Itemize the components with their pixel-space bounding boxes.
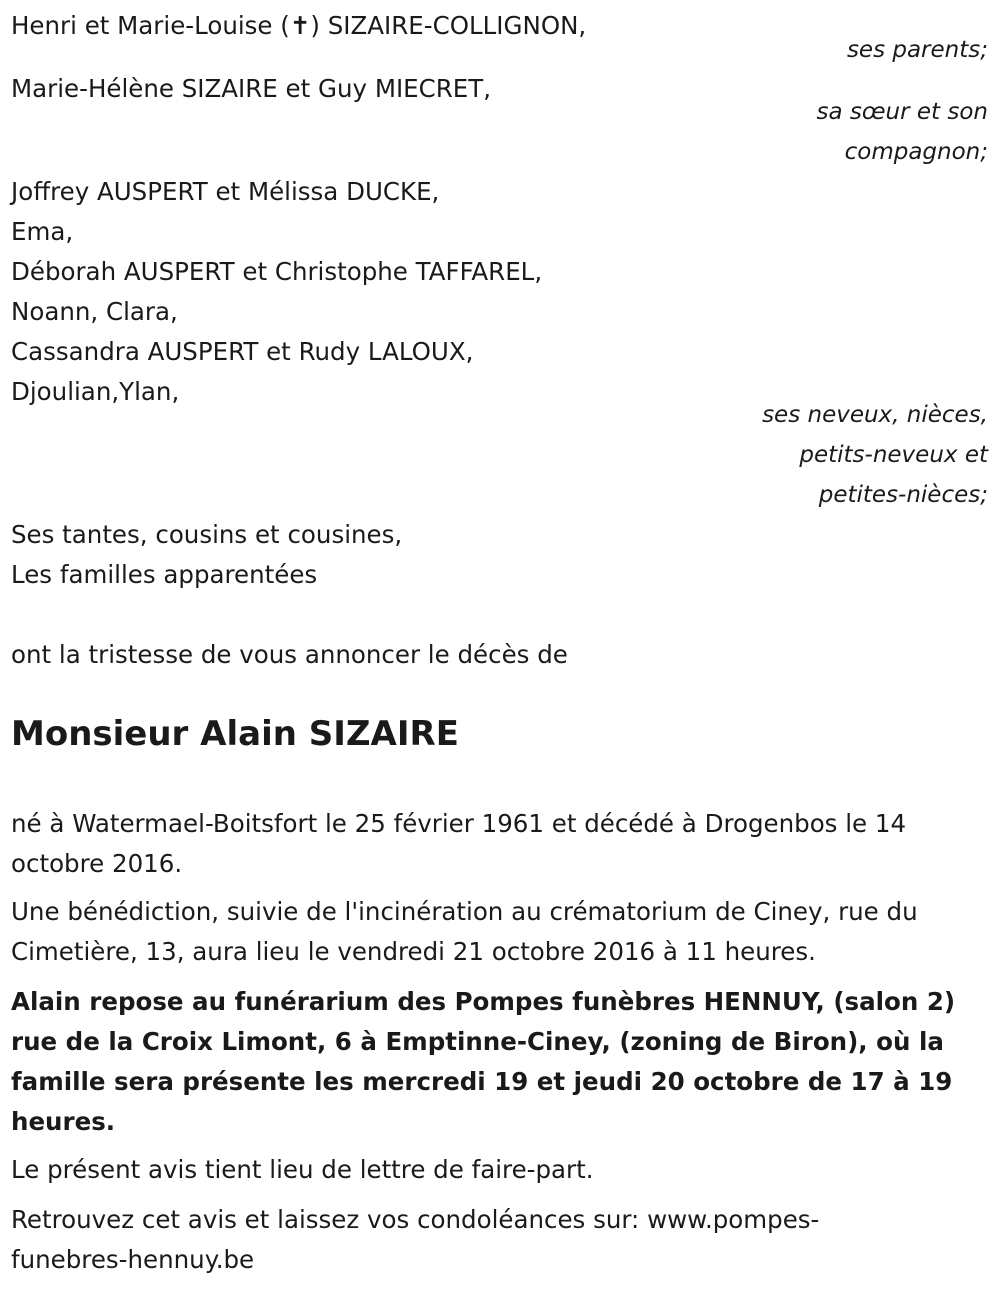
others-line-2: Les familles apparentées <box>11 560 318 589</box>
nephew-line-5: Cassandra AUSPERT et Rudy LALOUX, <box>11 337 474 366</box>
ceremony-paragraph: Une bénédiction, suivie de l'incinération au crématorium de Ciney, rue du Cimetière, 13, aura lieu le vendredi 21 octobre 2016 à 11 heures. <box>11 897 918 966</box>
nephews-role-line3: petites-nièces; <box>818 482 988 508</box>
deceased-name: Monsieur Alain SIZAIRE <box>11 714 459 754</box>
nephew-line-2: Ema, <box>11 217 74 246</box>
parents-line: Henri et Marie-Louise (✝) SIZAIRE-COLLIGNON, <box>11 11 587 40</box>
sister-role-line1: sa sœur et son <box>816 99 988 125</box>
nephew-line-1: Joffrey AUSPERT et Mélissa DUCKE, <box>11 177 440 206</box>
announcement: ont la tristesse de vous annoncer le décès de <box>11 640 568 669</box>
others-line-1: Ses tantes, cousins et cousines, <box>11 520 403 549</box>
nephew-line-3: Déborah AUSPERT et Christophe TAFFAREL, <box>11 257 543 286</box>
birth-death-paragraph: né à Watermael-Boitsfort le 25 février 1961 et décédé à Drogenbos le 14 octobre 2016. <box>11 809 907 878</box>
visitation-paragraph: Alain repose au funérarium des Pompes funèbres HENNUY, (salon 2) rue de la Croix Limont, 6 à Emptinne-Ciney, (zoning de Biron), où la famille sera présente les mercredi 19 et jeudi 20 octobre de 17 à 19 heures. <box>11 987 956 1136</box>
nephew-line-6: Djoulian,Ylan, <box>11 377 180 406</box>
condolences-paragraph: Retrouvez cet avis et laissez vos condoléances sur: www.pompes-funebres-hennuy.be <box>11 1205 820 1274</box>
notice-paragraph: Le présent avis tient lieu de lettre de faire-part. <box>11 1155 594 1184</box>
sister-line: Marie-Hélène SIZAIRE et Guy MIECRET, <box>11 74 492 103</box>
parents-role: ses parents; <box>846 37 988 63</box>
nephews-role-line1: ses neveux, nièces, <box>762 402 988 428</box>
sister-role-line2: compagnon; <box>844 139 988 165</box>
nephews-role-line2: petits-neveux et <box>799 442 988 468</box>
nephew-line-4: Noann, Clara, <box>11 297 178 326</box>
